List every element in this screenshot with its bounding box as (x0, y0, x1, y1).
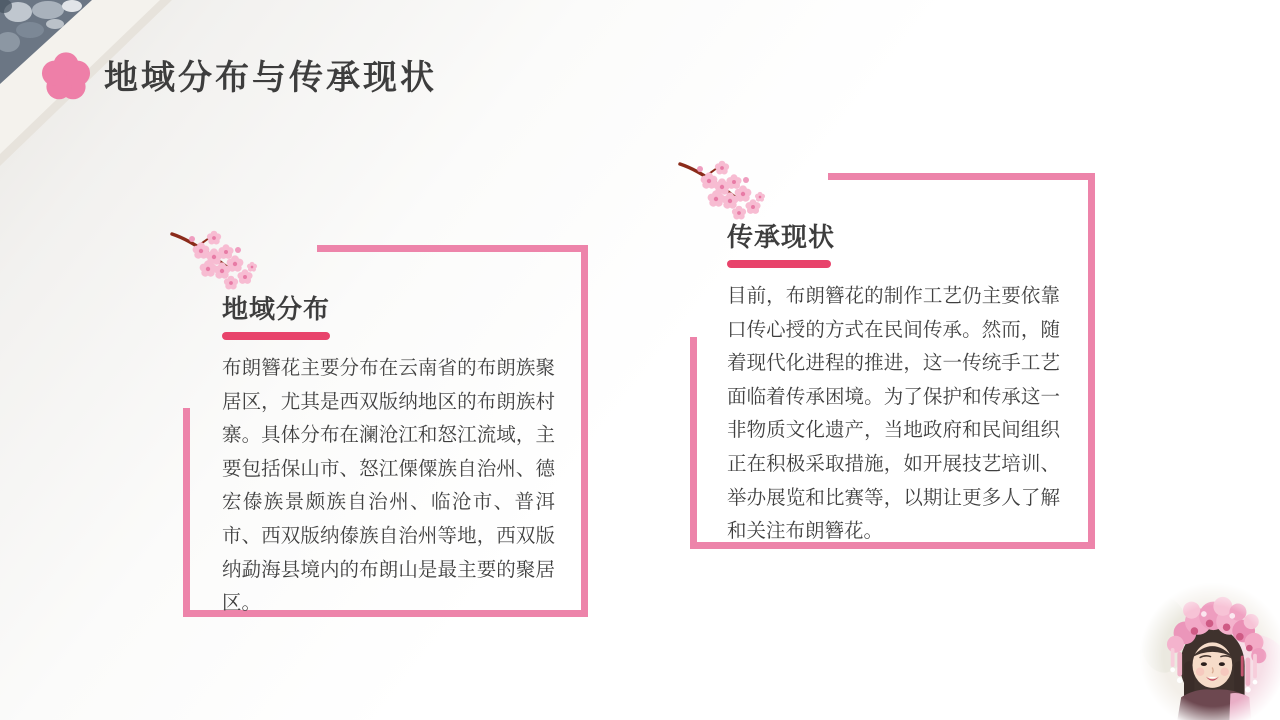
heading-underline (222, 332, 330, 340)
cherry-blossom-branch-icon (676, 156, 776, 228)
card-border-left (183, 408, 190, 617)
card-heading: 传承现状 (727, 223, 836, 253)
plum-blossom-icon (37, 48, 95, 104)
card-border-left (690, 337, 697, 549)
heading-underline (727, 260, 831, 268)
card-heading: 地域分布 (222, 295, 331, 325)
card-border-right (581, 245, 588, 617)
page-title: 地域分布与传承现状 (104, 58, 437, 98)
card-body-text: 布朗簪花主要分布在云南省的布朗族聚居区，尤其是西双版纳地区的布朗族村寨。具体分布在澜沧江和怒江流域，主要包括保山市、怒江傈僳族自治州、德宏傣族景颇族自治州、临沧市、普洱市、西双版纳傣族自治州等地，西双版纳勐海县境内的布朗山是最主要的聚居区。 (222, 356, 555, 615)
girl-with-pink-floral-headdress-photo (1138, 578, 1280, 720)
card-border-top (317, 245, 588, 252)
card-border-top (828, 173, 1095, 180)
card-body-text: 目前，布朗簪花的制作工艺仍主要依靠口传心授的方式在民间传承。然而，随着现代化进程的推进，这一传统手工艺面临着传承困境。为了保护和传承这一非物质文化遗产，当地政府和民间组织正在积极采取措施，如开展技艺培训、举办展览和比赛等，以期让更多人了解和关注布朗簪花。 (727, 284, 1060, 543)
card-inheritance-status (690, 173, 1095, 549)
cherry-blossom-branch-icon (168, 226, 268, 298)
card-border-right (1088, 173, 1095, 549)
card-region-distribution (183, 245, 588, 617)
